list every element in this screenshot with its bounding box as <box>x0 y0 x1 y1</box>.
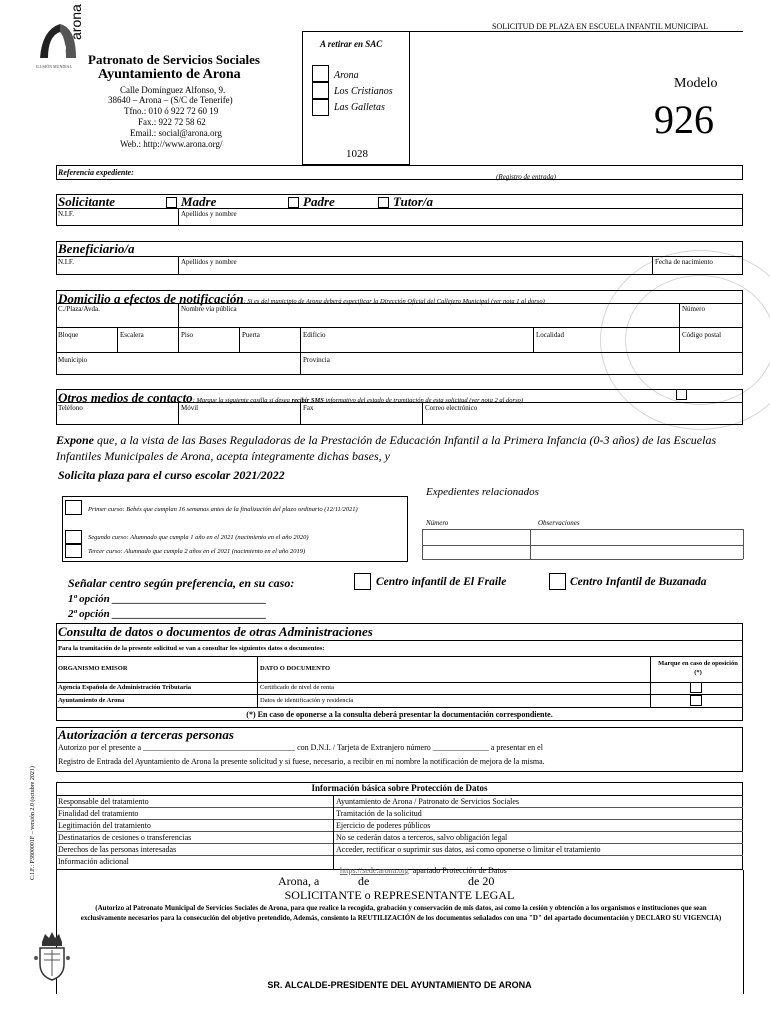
contacto-telefono: Teléfono <box>58 404 83 412</box>
consulta-row-doc: Datos de identificación y residencia <box>260 697 354 704</box>
domicilio-nombre-via: Nombre vía pública <box>181 305 237 313</box>
checkbox-buzanada[interactable] <box>549 573 566 590</box>
autorizacion-title: Autorización a terceras personas <box>58 727 234 742</box>
domicilio-bloque: Bloque <box>58 331 79 339</box>
domicilio-header <box>58 290 545 308</box>
expone-text: que, a la vista de las Bases Reguladoras de la Prestación de Educación Infantil a la Primera Infancia (0-3 años) de las Escuelas Infantiles Municipales de Arona, acepta íntegramente dichas bases, y <box>56 433 717 463</box>
domicilio-escalera: Escalera <box>120 331 144 339</box>
beneficiario-fecha: Fecha de nacimiento <box>655 258 713 266</box>
expedientes-title: Expedientes relacionados <box>426 486 539 498</box>
address2: 38640 – Arona – (S/C de Tenerife) <box>108 95 233 105</box>
proteccion-value: No se cederán datos a terceros, salvo obligación legal <box>336 833 508 842</box>
beneficiario-section <box>56 241 743 275</box>
consulta-row-doc: Certificado de nivel de renta <box>260 684 334 691</box>
segunda-opcion: 2ª opción ____________________________ <box>68 608 267 620</box>
proteccion-key: Responsable del tratamiento <box>58 797 149 806</box>
option-tutor: Tutor/a <box>393 194 433 209</box>
proteccion-key: Finalidad del tratamiento <box>58 809 139 818</box>
autorizacion-line1: Autorizo por el presente a ______________________________________ con D.N.I. / Tarjeta de Extranjero número ______________ a presentar en el <box>58 743 543 752</box>
primer-curso-text: Primer curso: Bebés que cumplan 16 semanas antes de la finalización del plazo ordinario (12/11/2021) <box>88 506 358 513</box>
firma-de2: de 20 <box>468 874 495 888</box>
solicitante-title: Solicitante <box>58 194 116 209</box>
contacto-fax: Fax <box>303 404 314 412</box>
domicilio-cp: Código postal <box>682 331 722 339</box>
proteccion-value-line <box>336 857 507 875</box>
segundo-curso-text: Segundo curso: Alumnado que cumpla 1 año en el 2021 (nacimiento en el año 2020) <box>88 534 309 541</box>
tercer-curso-text: Tercer curso: Alumnado que cumpla 2 años en el 2021 (nacimiento en el año 2019) <box>88 548 306 555</box>
proteccion-value: Tramitación de la solicitud <box>336 809 422 818</box>
checkbox-madre[interactable] <box>166 197 177 208</box>
footer-bottom: SR. ALCALDE-PRESIDENTE DEL AYUNTAMIENTO DE ARONA <box>267 980 532 990</box>
ref-row <box>56 165 743 180</box>
option-padre: Padre <box>303 194 335 209</box>
expone-lead: Expone <box>56 433 95 447</box>
centro-label: Señalar centro según preferencia, en su caso: <box>68 576 295 590</box>
proteccion-key: Información adicional <box>58 857 129 866</box>
address1: Calle Domínguez Alfonso, 9. <box>120 85 226 95</box>
retirar-option-las-galletas: Las Galletas <box>334 102 385 113</box>
beneficiario-apellidos: Apellidos y nombre <box>181 258 237 266</box>
domicilio-note: : Si es del municipio de Arona deberá especificar la Dirección Oficial del Callejero Municipal (ver nota 1 al dorso) <box>243 298 545 305</box>
consulta-col-dato: DATO O DOCUMENTO <box>260 665 331 672</box>
contacto-correo: Correo electrónico <box>425 404 478 412</box>
firma-title: SOLICITANTE o REPRESENTANTE LEGAL <box>284 888 515 902</box>
contacto-note-pre: : Marque la siguiente casilla si desea <box>192 397 292 404</box>
top-title: SOLICITUD DE PLAZA EN ESCUELA INFANTIL MUNICIPAL <box>492 22 709 31</box>
proteccion-title: Información básica sobre Protección de Datos <box>311 783 488 793</box>
proteccion-key: Destinatarios de cesiones o transferencias <box>58 833 192 842</box>
org-line1: Patronato de Servicios Sociales <box>88 52 260 67</box>
domicilio-numero: Número <box>682 305 705 313</box>
modelo-label: Modelo <box>674 76 718 91</box>
solicitante-nif: N.I.F. <box>58 210 74 218</box>
centro-buzanada: Centro Infantil de Buzanada <box>570 576 707 588</box>
contacto-movil: Móvil <box>181 404 199 412</box>
checkbox-oposicion-renta[interactable] <box>690 682 702 693</box>
checkbox-oposicion-residencia[interactable] <box>690 695 702 706</box>
side-text: C.I.F.: P3800001F – versión 2.0 (octubre 2021) <box>30 766 36 880</box>
proteccion-key: Legitimación del tratamiento <box>58 821 151 830</box>
contacto-note-post: informativo del estado de tramitación de esta solicitud (ver nota 2 al dorso) <box>323 397 524 404</box>
expedientes-numero: Número <box>426 519 449 527</box>
primera-opcion: 1ª opción ____________________________ <box>68 593 267 605</box>
consulta-row-org: Agencia Española de Administración Tributaria <box>58 684 192 691</box>
ref-label: Referencia expediente: <box>58 168 134 177</box>
domicilio-municipio: Municipio <box>58 356 88 364</box>
web: Web.: http://www.arona.org/ <box>120 139 223 149</box>
consulta-col-oposicion: Marque en caso de oposición (*) <box>658 660 738 676</box>
checkbox-sms[interactable] <box>676 389 687 400</box>
contacto-note-bold: recibir SMS <box>291 397 324 404</box>
consulta-footnote: (*) En caso de oponerse a la consulta deberá presentar la documentación correspondiente. <box>246 710 553 719</box>
checkbox-padre[interactable] <box>288 197 299 208</box>
org-line2: Ayuntamiento de Arona <box>98 67 241 82</box>
domicilio-provincia: Provincia <box>303 356 330 364</box>
beneficiario-title: Beneficiario/a <box>58 241 135 256</box>
expedientes-observaciones: Observaciones <box>538 519 580 527</box>
autorizacion-line2: Registro de Entrada del Ayuntamiento de Arona la presente solicitud y si fuese, necesario, a recibir en mí nombre la notificación de mejora de la misma. <box>58 757 545 766</box>
firma-arona: Arona, a <box>278 874 320 888</box>
consulta-col-organismo: ORGANISMO EMISOR <box>58 665 128 672</box>
firma-de1: de <box>358 874 370 888</box>
expone-paragraph <box>56 432 746 464</box>
consulta-title: Consulta de datos o documentos de otras Administraciones <box>58 624 373 639</box>
sede-link-suffix: apartado Protección de Datos <box>408 866 507 875</box>
domicilio-title: Domicilio a efectos de notificación <box>58 291 244 306</box>
checkbox-tutor[interactable] <box>378 197 389 208</box>
domicilio-localidad: Localidad <box>536 331 564 339</box>
email: Email.: social@arona.org <box>130 128 222 138</box>
checkbox-primer-curso[interactable] <box>65 500 82 515</box>
logo-word: arona <box>68 4 84 40</box>
solicitante-apellidos: Apellidos y nombre <box>181 210 237 218</box>
centro-el-fraile: Centro infantil de El Fraile <box>376 576 507 588</box>
domicilio-edificio: Edificio <box>303 331 326 339</box>
checkbox-los-cristianos[interactable] <box>312 82 329 99</box>
retirar-option-arona: Arona <box>334 70 359 81</box>
solicita-title: Solicita plaza para el curso escolar 2021/2022 <box>58 468 285 482</box>
domicilio-via: C./Plaza/Avda. <box>58 305 100 313</box>
firma-text: (Autorizo al Patronato Municipal de Servicios Sociales de Arona, para que realice la recogida, grabación y conservación de mis datos, así como la cesión y obtención a los organismos e instituciones que sean exclusivamente necesarios para la consecución del objetivo pretendido, Además, consiento la REUTILIZACIÓN de los documentos señalados con una "D" del apartado documentación y DECLARO SU VIGENCIA) <box>80 904 722 922</box>
checkbox-arona[interactable] <box>312 65 329 82</box>
consulta-row-org: Ayuntamiento de Arona <box>58 697 125 704</box>
proteccion-key: Derechos de las personas interesadas <box>58 845 177 854</box>
office-code: 1028 <box>346 148 368 160</box>
beneficiario-nif: N.I.F. <box>58 258 74 266</box>
proteccion-value: Acceder, rectificar o suprimir sus datos, así como oponerse o limitar el tratamiento <box>336 845 601 854</box>
logo-tag: ILUSIÓN MUNDIAL <box>36 64 72 69</box>
contacto-title: Otros medios de contacto <box>58 390 193 405</box>
sede-link[interactable]: https://sede.arona.org <box>340 866 409 875</box>
consulta-intro: Para la tramitación de la presente solicitud se van a consultar los siguientes datos o documentos: <box>58 645 325 652</box>
checkbox-las-galletas[interactable] <box>312 99 329 116</box>
retirar-option-los-cristianos: Los Cristianos <box>334 86 393 97</box>
option-madre: Madre <box>181 194 217 209</box>
checkbox-segundo-curso[interactable] <box>65 530 82 544</box>
proteccion-value: Ayuntamiento de Arona / Patronato de Servicios Sociales <box>336 797 520 806</box>
retirar-title: A retirar en SAC <box>320 39 383 49</box>
domicilio-puerta: Puerta <box>242 331 260 339</box>
registro-label: (Registro de entrada) <box>496 173 557 181</box>
checkbox-el-fraile[interactable] <box>354 573 371 590</box>
fax: Fax.: 922 72 58 62 <box>138 117 206 127</box>
checkbox-tercer-curso[interactable] <box>65 544 82 558</box>
domicilio-piso: Piso <box>181 331 194 339</box>
phone: Tfno.: 010 ó 922 72 60 19 <box>124 106 219 116</box>
proteccion-value: Ejercicio de poderes públicos <box>336 821 431 830</box>
crest-icon <box>32 928 72 984</box>
modelo-number: 926 <box>654 97 714 142</box>
